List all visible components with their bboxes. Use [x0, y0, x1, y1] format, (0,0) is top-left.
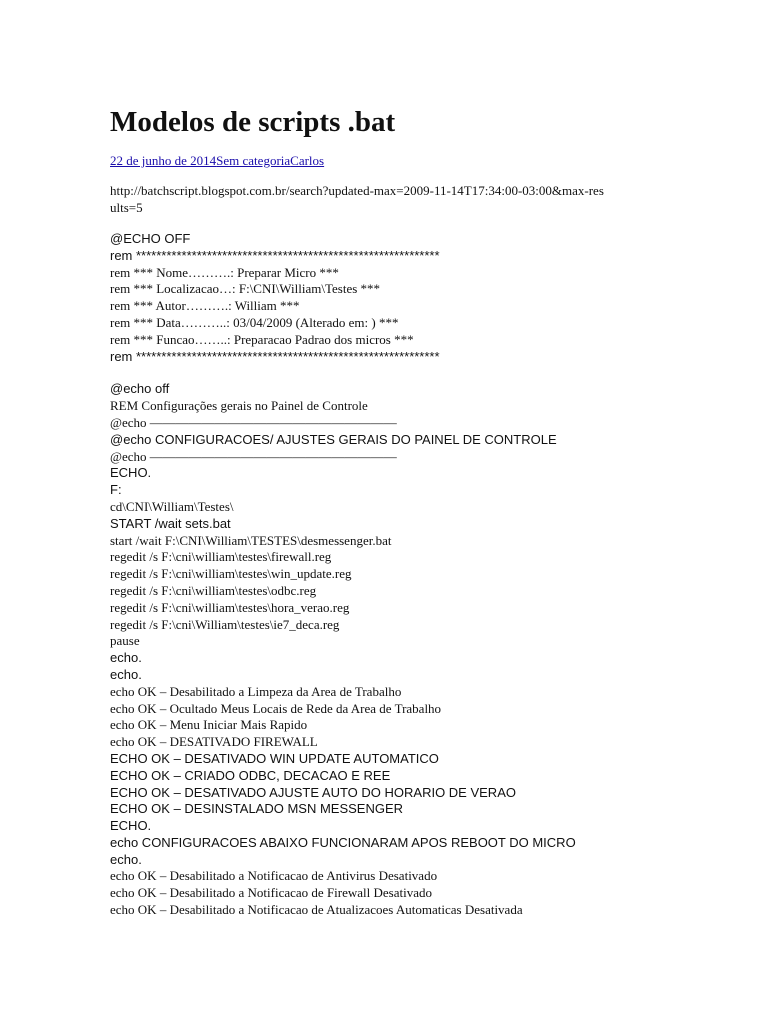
code-line: ECHO OK – DESINSTALADO MSN MESSENGER [110, 801, 404, 817]
code-line: echo OK – Desabilitado a Notificacao de Atualizacoes Automaticas Desativada [110, 902, 523, 918]
code-line: @ECHO OFF [110, 231, 191, 246]
code-line: ECHO OK – DESATIVADO WIN UPDATE AUTOMATICO [110, 750, 439, 766]
code-line: ECHO OK – DESATIVADO AJUSTE AUTO DO HORARIO DE VERAO [110, 784, 516, 800]
code-line: cd\CNI\William\Testes\ [110, 498, 234, 514]
code-line: rem ************************************************************ [110, 348, 440, 364]
code-line: @echo CONFIGURACOES/ AJUSTES GERAIS DO PAINEL DE CONTROLE [110, 431, 557, 447]
code-line: @echo off [110, 381, 170, 397]
code-line: ECHO. [110, 465, 152, 481]
article [110, 104, 670, 919]
article-title: Modelos de scripts .bat [110, 106, 396, 138]
code-line: REM Configurações gerais no Painel de Controle [110, 398, 368, 414]
source-url: http://batchscript.blogspot.com.br/search?updated-max=2009-11-14T17:34:00-03:00&max-results=5 [110, 183, 604, 215]
post-category-link[interactable]: Sem categoria [216, 153, 291, 168]
code-line: rem *** Localizacao…: F:\CNI\William\Testes *** [110, 281, 381, 297]
code-line: regedit /s F:\cni\william\testes\win_update.reg [110, 566, 352, 582]
code-line: echo. [110, 851, 142, 867]
code-line: ECHO. [110, 818, 152, 834]
code-line: START /wait sets.bat [110, 515, 231, 531]
code-line: rem *** Nome……….: Preparar Micro *** [110, 264, 339, 280]
code-line: echo OK – Desabilitado a Notificacao de Firewall Desativado [110, 885, 432, 901]
code-line: regedit /s F:\cni\William\testes\ie7_deca.reg [110, 616, 340, 632]
code-line: echo. [110, 666, 142, 682]
post-author-link[interactable]: Carlos [290, 153, 325, 168]
code-line: echo CONFIGURACOES ABAIXO FUNCIONARAM APOS REBOOT DO MICRO [110, 834, 576, 850]
code-line: regedit /s F:\cni\william\testes\odbc.reg [110, 582, 317, 598]
code-line: echo OK – Ocultado Meus Locais de Rede da Area de Trabalho [110, 700, 442, 716]
code-line: echo. [110, 650, 142, 666]
code-line: rem *** Data………..: 03/04/2009 (Alterado em: ) *** [110, 314, 399, 330]
post-meta [110, 152, 670, 170]
script-body-block [110, 381, 670, 919]
code-line: echo OK – Menu Iniciar Mais Rapido [110, 717, 308, 733]
code-line: @echo ——————————————————— [110, 414, 397, 430]
code-line: start /wait F:\CNI\William\TESTES\desmessenger.bat [110, 532, 392, 548]
code-line: regedit /s F:\cni\william\testes\hora_verao.reg [110, 599, 350, 615]
code-line: ECHO OK – CRIADO ODBC, DECACAO E REE [110, 767, 391, 783]
code-line: rem *** Autor……….: William *** [110, 298, 300, 314]
code-line: echo OK – Desabilitado a Notificacao de Antivirus Desativado [110, 868, 438, 884]
code-line: F: [110, 482, 122, 498]
code-line: rem *** Funcao……..: Preparacao Padrao dos micros *** [110, 331, 414, 347]
code-line: regedit /s F:\cni\william\testes\firewall.reg [110, 549, 332, 565]
code-line: echo OK – Desabilitado a Limpeza da Area de Trabalho [110, 683, 402, 699]
code-line: @echo ——————————————————— [110, 448, 397, 464]
code-line: echo OK – DESATIVADO FIREWALL [110, 734, 318, 750]
post-date-link[interactable]: 22 de junho de 2014 [110, 153, 217, 168]
code-line: pause [110, 633, 140, 649]
script-header-block [110, 231, 670, 365]
code-line: rem ************************************************************ [110, 247, 440, 263]
